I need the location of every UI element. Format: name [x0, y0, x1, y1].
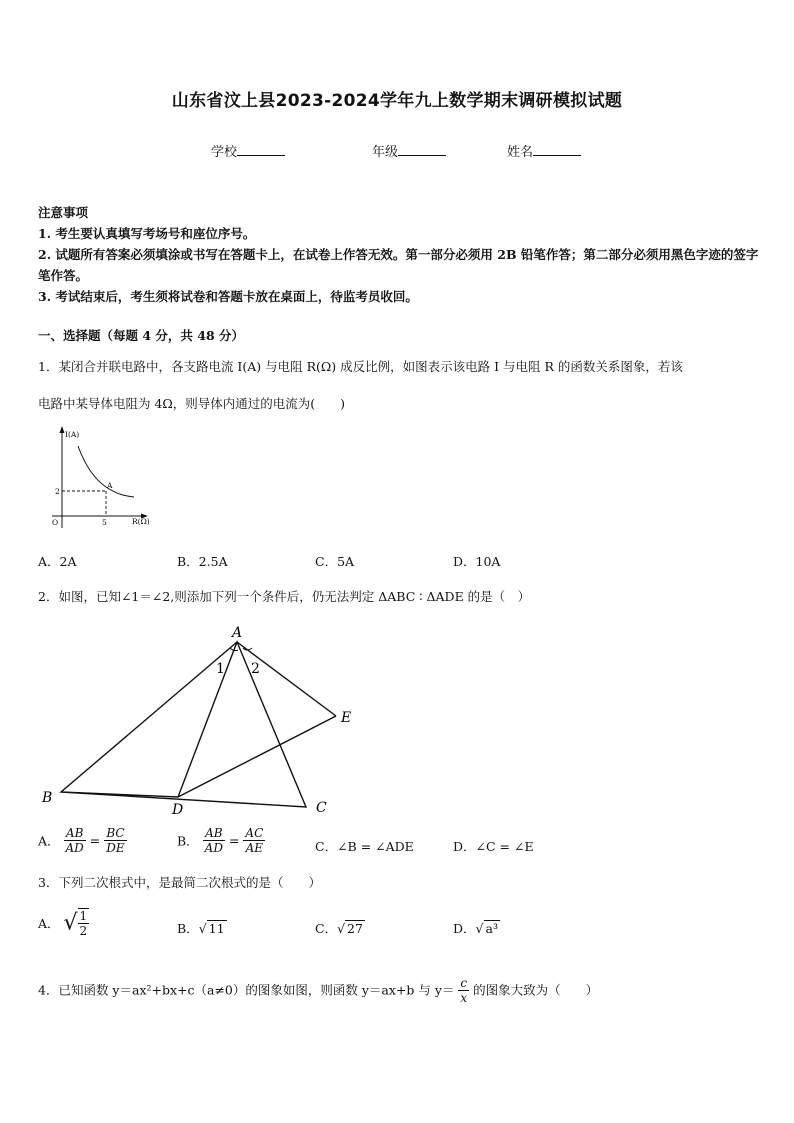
- q2-option-b-prefix: B．: [177, 833, 199, 849]
- q3-option-d-radicand: a³: [485, 921, 498, 936]
- q2-label-e: E: [341, 710, 352, 726]
- frac-denominator: AD: [65, 841, 84, 855]
- q3-option-a: [38, 908, 89, 938]
- question-4-text: [38, 976, 760, 1005]
- equals-sign: =: [228, 833, 240, 848]
- q3-option-c: [315, 919, 365, 937]
- q2-option-a-frac1: [64, 826, 86, 855]
- q3-option-a-prefix: A．: [38, 916, 60, 931]
- notes-item: 3. 考试结束后，考生须将试卷和答题卡放在桌面上，待监考员收回。: [38, 289, 418, 304]
- question-3-text: 3．下列二次根式中，是最简二次根式的是（ ）: [38, 875, 321, 890]
- name-label: 姓名: [507, 145, 534, 160]
- q1-graph-y-tick: 2: [55, 487, 60, 496]
- frac-numerator: 1: [79, 909, 88, 923]
- frac-denominator: AD: [204, 841, 223, 855]
- q2-option-a: [38, 826, 127, 855]
- q3-option-d: [453, 919, 500, 937]
- q2-angle-2: 2: [251, 661, 260, 677]
- q2-angle-1: 1: [216, 661, 225, 677]
- notes-block: [38, 202, 760, 307]
- q1-graph-x-tick: 5: [102, 518, 107, 527]
- radical-sign: √: [63, 910, 78, 936]
- grade-label: 年级: [372, 145, 399, 160]
- q2-option-c: C．∠B = ∠ADE: [315, 839, 414, 854]
- frac-denominator: DE: [106, 841, 125, 855]
- question-1-line2: 电路中某导体电阻为 4Ω，则导体内通过的电流为( ): [38, 396, 346, 411]
- frac-numerator: c: [458, 976, 469, 991]
- notes-item: 1. 考生要认真填写考场号和座位序号。: [38, 226, 256, 241]
- school-label: 学校: [211, 145, 238, 160]
- q1-option-d: D．10A: [453, 554, 501, 569]
- notes-heading: 注意事项: [38, 205, 89, 220]
- q1-option-a: A．2A: [38, 554, 77, 569]
- notes-item: 2. 试题所有答案必须填涂或书写在答题卡上，在试卷上作答无效。第一部分必须用 2B 铅笔作答；第二部分必须用黑色字迹的签字笔作答。: [38, 247, 759, 283]
- q3-option-b-radicand: 11: [208, 921, 225, 936]
- q2-option-a-frac2: [104, 826, 126, 855]
- page-title: 山东省汶上县2023-2024学年九上数学期末调研模拟试题: [171, 91, 623, 111]
- frac-numerator: BC: [104, 826, 126, 841]
- q3-option-a-frac: [78, 908, 90, 938]
- q2-label-d: D: [172, 802, 184, 818]
- section-heading: 一、选择题（每题 4 分，共 48 分）: [38, 328, 245, 343]
- question-4-frac: [458, 976, 469, 1005]
- radical-sign: √: [337, 921, 346, 936]
- q3-option-b-prefix: B．: [177, 921, 199, 936]
- question-4-text-after: 的图象大致为（ ）: [473, 982, 599, 998]
- q1-graph-origin: O: [52, 518, 59, 527]
- frac-denominator: AE: [245, 841, 264, 855]
- name-field: [507, 141, 581, 160]
- q2-option-a-prefix: A．: [38, 833, 60, 849]
- frac-denominator: 2: [79, 924, 88, 938]
- frac-denominator: x: [460, 991, 468, 1005]
- frac-numerator: AB: [203, 826, 225, 841]
- q2-label-c: C: [316, 800, 327, 816]
- q1-graph-point: A: [107, 481, 113, 490]
- grade-field: [372, 141, 446, 160]
- q3-option-c-radicand: 27: [347, 921, 363, 936]
- name-blank: [533, 143, 581, 156]
- q2-option-b: [177, 826, 265, 855]
- frac-numerator: AC: [245, 826, 264, 840]
- q1-option-b: B．2.5A: [177, 554, 228, 569]
- q2-option-b-frac2: [243, 826, 265, 855]
- q3-option-d-prefix: D．: [453, 921, 476, 936]
- q2-option-b-frac1: [203, 826, 225, 855]
- equals-sign: =: [89, 833, 101, 848]
- q1-graph-x-label: R(Ω): [132, 517, 150, 526]
- radical-sign: √: [198, 921, 207, 936]
- q1-option-c: C．5A: [315, 554, 355, 569]
- question-1-line1: 1．某闭合并联电路中，各支路电流 I(A) 与电阻 R(Ω) 成反比例，如图表示该电路 I 与电阻 R 的函数关系图象，若该: [38, 359, 683, 374]
- q2-option-d: D．∠C = ∠E: [453, 839, 534, 854]
- frac-numerator: AB: [64, 826, 86, 841]
- q2-label-a: A: [232, 625, 243, 641]
- q3-option-c-prefix: C．: [315, 921, 338, 936]
- question-4-text-before: 4．已知函数 y＝ax²+bx+c（a≠0）的图象如图，则函数 y＝ax+b 与 y＝: [38, 982, 455, 998]
- school-blank: [237, 143, 285, 156]
- q1-graph: [44, 424, 166, 532]
- q2-label-b: B: [42, 790, 53, 806]
- question-2-text: 2．如图，已知∠1＝∠2,则添加下列一个条件后，仍无法判定 ΔABC ∶ ΔADE 的是（ ）: [38, 589, 531, 604]
- grade-blank: [398, 143, 446, 156]
- q3-option-b: [177, 919, 227, 937]
- q2-figure: [36, 620, 366, 820]
- school-field: [211, 141, 285, 160]
- radical-sign: √: [475, 921, 484, 936]
- q1-graph-y-label: I(A): [65, 430, 80, 439]
